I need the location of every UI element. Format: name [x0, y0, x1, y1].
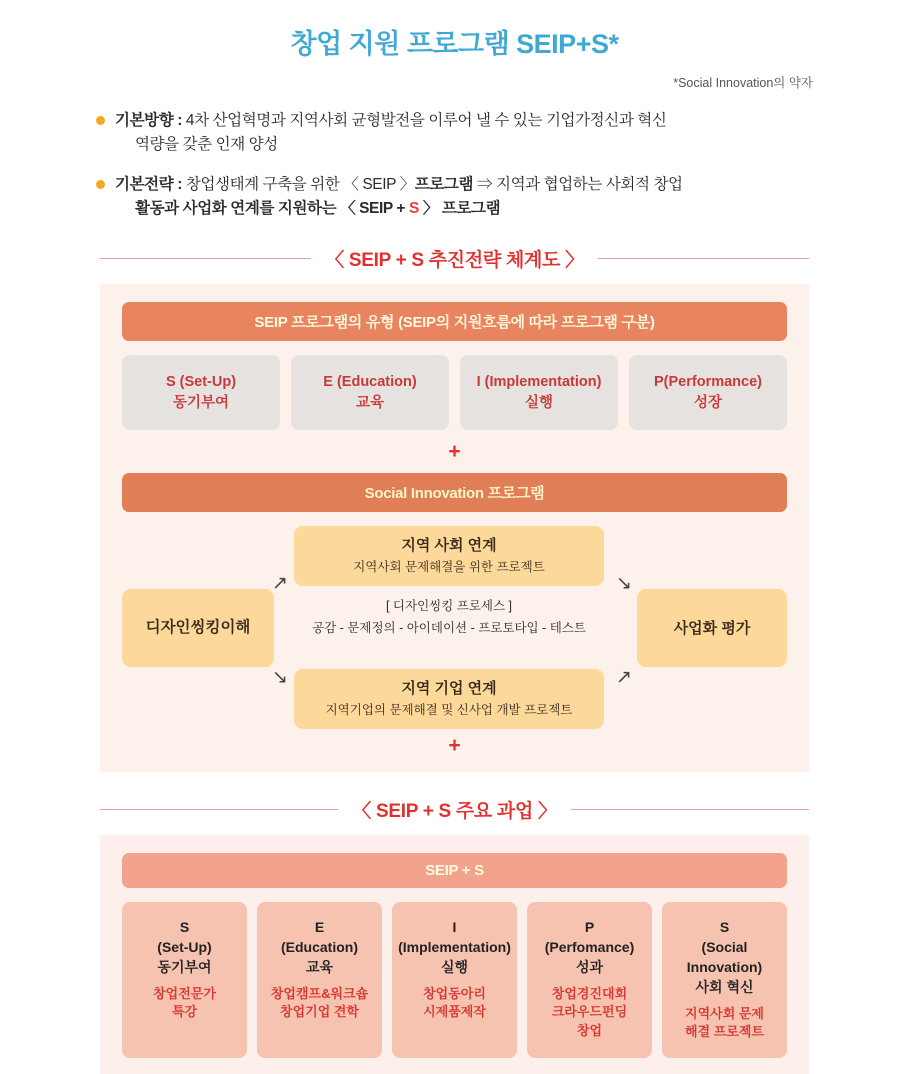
task-box-social-innovation [662, 902, 787, 1057]
bullet-line2-a: 활동과 사업화 연계를 지원하는 〈 SEIP + [135, 200, 409, 218]
process-heading: [ 디자인씽킹 프로세스 ] [385, 599, 513, 614]
task-box-education [257, 902, 382, 1057]
bullet-line1-c: ⇒ 지역과 협업하는 사회적 창업 [473, 176, 683, 194]
task-letter: P [584, 919, 595, 936]
arrow-up-right-icon: ↗ [616, 667, 632, 689]
chevron-right-icon: 〉 [533, 801, 557, 823]
task-name-ko: 사회 혁신 [695, 978, 754, 995]
task-letter: I [452, 919, 457, 936]
program-type-subtitle: 실행 [524, 395, 553, 412]
task-name-en: (Education) [281, 938, 358, 955]
section-heading-text: SEIP + S 주요 과업 [375, 801, 534, 823]
node-title: 사업화 평가 [673, 619, 751, 637]
section-heading-text: SEIP + S 추진전략 체계도 [348, 250, 561, 272]
task-detail-1: 지역사회 문제 [685, 1005, 764, 1021]
section-heading-label [311, 245, 598, 272]
task-detail-1: 창업동아리 [423, 985, 486, 1001]
task-name-ko: 성과 [575, 958, 604, 975]
chevron-left-icon: 〈 [352, 801, 376, 823]
divider-left [100, 809, 338, 810]
program-type-box-p [629, 355, 787, 430]
design-thinking-diagram [122, 526, 787, 724]
node-design-thinking-understanding [122, 589, 274, 667]
node-local-company-linkage [294, 669, 604, 729]
node-subtitle: 지역사회 문제해결을 위한 프로젝트 [353, 560, 545, 575]
task-name-en: (Implementation) [398, 938, 511, 955]
task-detail-2: 해결 프로젝트 [685, 1024, 764, 1040]
band-seip-plus-s: SEIP + S [122, 853, 787, 888]
bullet-line1-a: 창업생태계 구축을 위한 〈 SEIP 〉 [181, 176, 415, 194]
chevron-right-icon: 〉 [560, 250, 584, 272]
page-title: 창업 지원 프로그램 SEIP+S* [290, 29, 619, 59]
bullet-text [115, 173, 683, 221]
task-detail-3: 창업 [576, 1022, 603, 1038]
program-type-box-e [291, 355, 449, 430]
title-footnote: *Social Innovation의 약자 [673, 76, 813, 90]
list-item [96, 173, 809, 221]
band-program-types: SEIP 프로그램의 유형 (SEIP의 지원흐름에 따라 프로그램 구분) [122, 302, 787, 341]
strategy-panel [100, 284, 809, 772]
bullet-label: 기본방향 : [115, 112, 182, 129]
node-title: 지역 기업 연계 [401, 680, 497, 698]
tasks-panel [100, 835, 809, 1073]
list-item [96, 109, 809, 157]
program-type-subtitle: 교육 [355, 395, 384, 412]
program-type-box-i [460, 355, 618, 430]
task-detail-1: 창업경진대회 [551, 985, 628, 1001]
design-thinking-process-text [294, 596, 604, 636]
task-letter: S [179, 919, 190, 936]
program-type-box-s [122, 355, 280, 430]
program-type-title: E (Education) [323, 374, 417, 391]
program-type-row [122, 355, 787, 430]
task-detail-2: 크라우드펀딩 [551, 1004, 628, 1020]
task-name-en: (Set-Up) [157, 938, 212, 955]
chevron-left-icon: 〈 [325, 250, 349, 272]
task-detail-1: 창업전문가 [153, 985, 216, 1001]
divider-right [598, 258, 809, 259]
section-heading-label [338, 796, 570, 823]
bullet-dot-icon [96, 116, 105, 125]
task-letter: E [314, 919, 325, 936]
node-subtitle: 지역기업의 문제해결 및 신사업 개발 프로젝트 [325, 703, 573, 718]
task-detail-1: 창업캠프&워크숍 [270, 985, 369, 1001]
task-letter: S [719, 919, 730, 936]
plus-icon: + [448, 440, 461, 464]
task-row [122, 902, 787, 1057]
task-box-implementation [392, 902, 517, 1057]
task-name-ko: 동기부여 [157, 958, 212, 975]
band-social-innovation: Social Innovation 프로그램 [122, 473, 787, 512]
task-name-en: (Perfomance) [544, 938, 635, 955]
task-box-setup [122, 902, 247, 1057]
program-type-subtitle: 성장 [693, 395, 722, 412]
bullet-line2: 역량을 갖춘 인재 양성 [135, 136, 278, 154]
task-name-ko: 실행 [440, 958, 469, 975]
bullet-line2-b: 〉 프로그램 [418, 200, 501, 218]
arrow-up-right-icon: ↗ [272, 573, 288, 595]
node-commercialization-evaluation [637, 589, 787, 667]
bullet-line1-b: 프로그램 [414, 176, 474, 194]
node-title: 디자인씽킹이해 [145, 619, 251, 637]
bullet-line2-s: S [409, 200, 419, 218]
divider-right [571, 809, 809, 810]
section-heading-strategy [100, 245, 809, 272]
bullet-text [115, 109, 666, 157]
intro-bullet-list [0, 109, 909, 221]
task-detail-2: 시제품제작 [423, 1004, 486, 1020]
node-title: 지역 사회 연계 [401, 537, 497, 555]
task-name-ko: 교육 [305, 958, 334, 975]
task-detail-2: 특강 [171, 1004, 198, 1020]
program-type-subtitle: 동기부여 [172, 395, 230, 412]
divider-left [100, 258, 311, 259]
bullet-line1: 4차 산업혁명과 지역사회 균형발전을 이루어 낼 수 있는 기업가정신과 혁신 [181, 112, 667, 129]
arrow-down-right-icon: ↘ [272, 667, 288, 689]
program-type-title: S (Set-Up) [165, 374, 237, 391]
task-detail-2: 창업기업 견학 [280, 1004, 359, 1020]
arrow-down-right-icon: ↘ [616, 573, 632, 595]
bullet-line2 [115, 197, 683, 221]
bullet-dot-icon [96, 180, 105, 189]
node-community-linkage [294, 526, 604, 586]
program-type-title: P(Performance) [654, 374, 762, 391]
bullet-label: 기본전략 : [115, 176, 182, 194]
plus-icon: + [448, 734, 461, 758]
task-box-performance [527, 902, 652, 1057]
task-name-en: (Social Innovation) [686, 938, 763, 975]
process-steps: 공감 - 문제정의 - 아이데이션 - 프로토타입 - 테스트 [312, 621, 586, 636]
program-type-title: I (Implementation) [476, 374, 602, 391]
section-heading-tasks [100, 796, 809, 823]
